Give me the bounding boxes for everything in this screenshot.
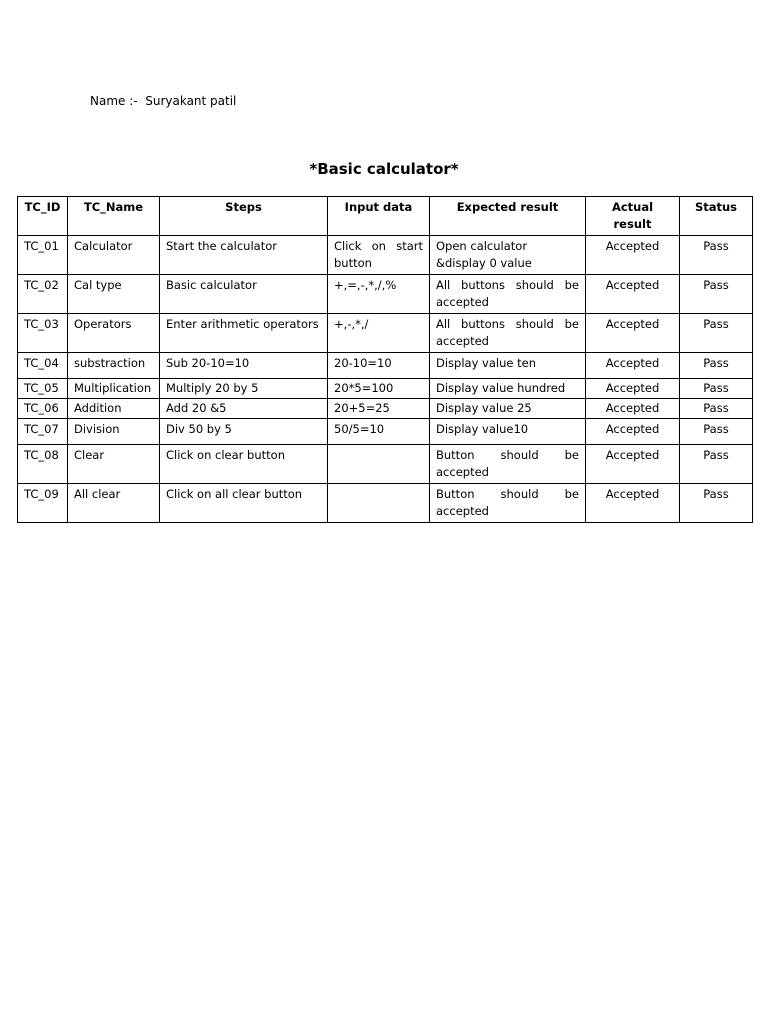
cell-expected-result: All buttons should be accepted [430, 275, 586, 314]
cell-actual-result: Accepted [586, 445, 680, 484]
cell-status: Pass [680, 445, 753, 484]
cell-steps: Click on all clear button [160, 484, 328, 523]
column-header-tc-id: TC_ID [18, 197, 68, 236]
cell-actual-result: Accepted [586, 236, 680, 275]
cell-tc-id: TC_01 [18, 236, 68, 275]
cell-tc-name: substraction [68, 353, 160, 379]
cell-tc-name: Clear [68, 445, 160, 484]
cell-status: Pass [680, 419, 753, 445]
cell-tc-name: Calculator [68, 236, 160, 275]
table-row [18, 353, 753, 379]
cell-tc-name: Addition [68, 399, 160, 419]
test-case-table [17, 196, 753, 523]
cell-tc-id: TC_07 [18, 419, 68, 445]
cell-status: Pass [680, 379, 753, 399]
table-row [18, 236, 753, 275]
cell-tc-name: Division [68, 419, 160, 445]
cell-input-data [328, 484, 430, 523]
cell-steps: Basic calculator [160, 275, 328, 314]
cell-status: Pass [680, 484, 753, 523]
table-header-row [18, 197, 753, 236]
cell-input-data: 20-10=10 [328, 353, 430, 379]
cell-steps: Add 20 &5 [160, 399, 328, 419]
cell-input-data: Click on start button [328, 236, 430, 275]
cell-steps: Enter arithmetic operators [160, 314, 328, 353]
cell-tc-name: Multiplication [68, 379, 160, 399]
cell-expected-result: Display value hundred [430, 379, 586, 399]
table-row [18, 399, 753, 419]
cell-expected-result: All buttons should be accepted [430, 314, 586, 353]
cell-input-data: 20*5=100 [328, 379, 430, 399]
table-row [18, 484, 753, 523]
cell-status: Pass [680, 399, 753, 419]
cell-actual-result: Accepted [586, 314, 680, 353]
column-header-actual-result: Actual result [586, 197, 680, 236]
cell-tc-id: TC_03 [18, 314, 68, 353]
cell-status: Pass [680, 236, 753, 275]
cell-expected-result: Display value10 [430, 419, 586, 445]
cell-input-data [328, 445, 430, 484]
cell-tc-id: TC_06 [18, 399, 68, 419]
cell-tc-name: All clear [68, 484, 160, 523]
cell-input-data: 50/5=10 [328, 419, 430, 445]
author-name-line: Name :- Suryakant patil [90, 94, 237, 108]
cell-steps: Div 50 by 5 [160, 419, 328, 445]
cell-actual-result: Accepted [586, 353, 680, 379]
table-row [18, 379, 753, 399]
column-header-input-data: Input data [328, 197, 430, 236]
column-header-status: Status [680, 197, 753, 236]
table-row [18, 275, 753, 314]
cell-tc-name: Cal type [68, 275, 160, 314]
cell-status: Pass [680, 275, 753, 314]
cell-steps: Sub 20-10=10 [160, 353, 328, 379]
cell-tc-id: TC_04 [18, 353, 68, 379]
cell-status: Pass [680, 314, 753, 353]
cell-expected-result: Button should be accepted [430, 484, 586, 523]
table-row [18, 419, 753, 445]
cell-tc-id: TC_08 [18, 445, 68, 484]
cell-actual-result: Accepted [586, 419, 680, 445]
cell-expected-result: Display value 25 [430, 399, 586, 419]
cell-status: Pass [680, 353, 753, 379]
cell-steps: Multiply 20 by 5 [160, 379, 328, 399]
cell-expected-result: Button should be accepted [430, 445, 586, 484]
document-title: *Basic calculator* [309, 160, 459, 178]
cell-actual-result: Accepted [586, 379, 680, 399]
table-row [18, 445, 753, 484]
cell-input-data: +,=,-,*,/,% [328, 275, 430, 314]
cell-expected-result: Display value ten [430, 353, 586, 379]
cell-tc-name: Operators [68, 314, 160, 353]
cell-input-data: +,-,*,/ [328, 314, 430, 353]
cell-actual-result: Accepted [586, 275, 680, 314]
column-header-tc-name: TC_Name [68, 197, 160, 236]
cell-tc-id: TC_02 [18, 275, 68, 314]
cell-actual-result: Accepted [586, 399, 680, 419]
cell-expected-result: Open calculator &display 0 value [430, 236, 586, 275]
cell-tc-id: TC_05 [18, 379, 68, 399]
cell-actual-result: Accepted [586, 484, 680, 523]
cell-steps: Start the calculator [160, 236, 328, 275]
cell-tc-id: TC_09 [18, 484, 68, 523]
cell-input-data: 20+5=25 [328, 399, 430, 419]
column-header-steps: Steps [160, 197, 328, 236]
cell-steps: Click on clear button [160, 445, 328, 484]
table-row [18, 314, 753, 353]
column-header-expected-result: Expected result [430, 197, 586, 236]
